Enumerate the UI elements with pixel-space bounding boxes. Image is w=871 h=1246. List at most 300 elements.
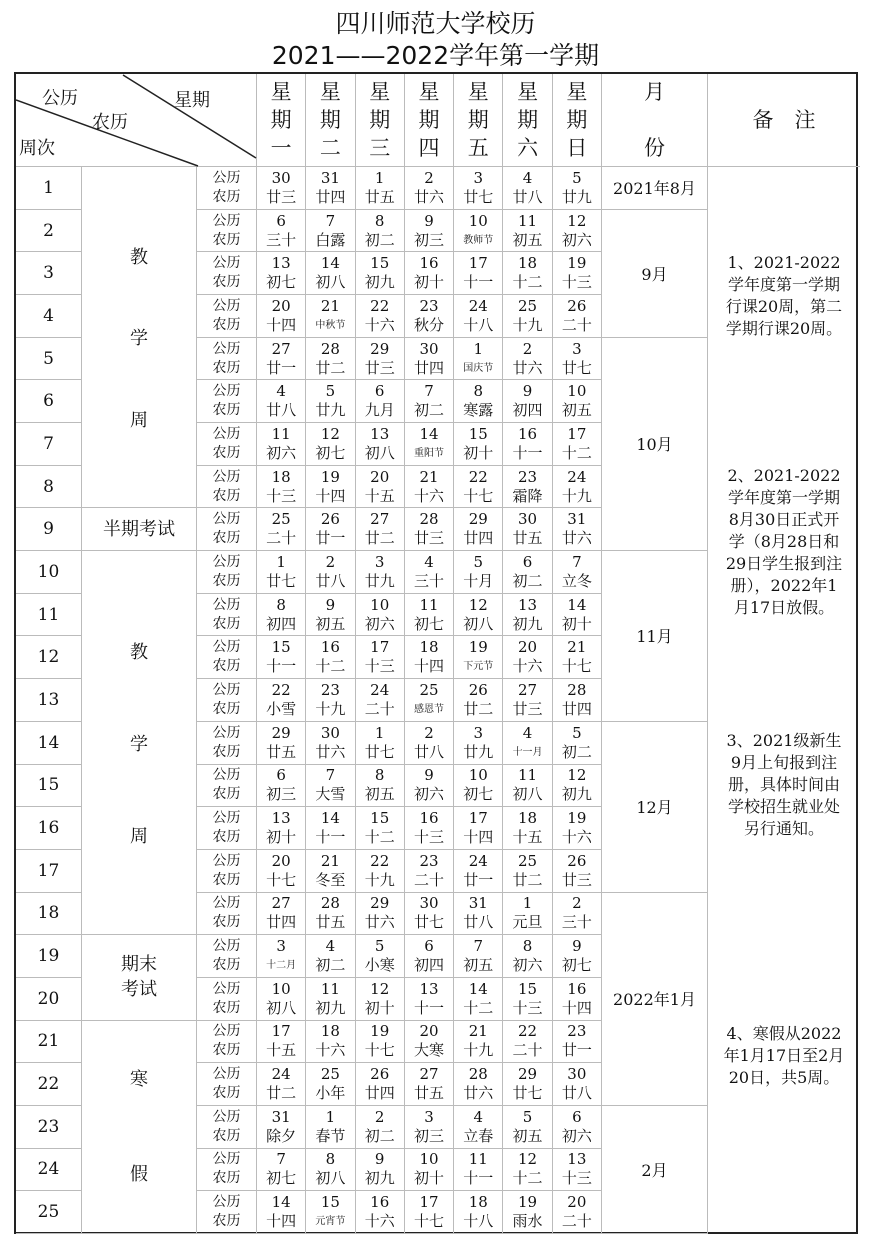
solar-date: 21: [567, 638, 587, 657]
solar-date: 14: [419, 424, 439, 443]
lunar-date: 大寒: [413, 1041, 444, 1060]
solar-date: 2: [522, 339, 533, 358]
solar-date: 19: [567, 254, 587, 273]
gongli-label: 公历: [212, 255, 241, 272]
solar-date: 17: [468, 809, 488, 828]
solar-date: 13: [518, 595, 538, 614]
lunar-date: 小寒: [364, 956, 395, 975]
solar-date: 24: [271, 1065, 291, 1084]
day-cell: [454, 807, 503, 850]
lunar-date: 十二: [512, 273, 543, 292]
solar-date: 7: [424, 382, 434, 401]
day-cell: [503, 167, 552, 210]
day-cell: [306, 508, 355, 551]
day-cell: [454, 679, 503, 722]
period-label-text: 学: [130, 328, 148, 350]
day-cell: [405, 1063, 454, 1106]
nongli-label: 农历: [212, 1127, 241, 1144]
note-line: 册），2022年1: [730, 576, 838, 595]
period-label: [82, 1021, 197, 1234]
day-cell: [503, 551, 552, 594]
lunar-date: 廿六: [364, 913, 395, 932]
note-line: 册，具体时间由: [727, 775, 840, 794]
day-cell: [503, 210, 552, 253]
day-cell: [356, 594, 405, 637]
week-number: [16, 594, 82, 637]
month-cell: [602, 338, 708, 551]
day-cell: [356, 893, 405, 936]
lunar-date: 初二: [364, 1126, 395, 1145]
weekday-header: [454, 74, 503, 167]
lunar-date: 十四: [315, 486, 346, 505]
lunar-date: 十六: [364, 1212, 395, 1231]
weekday-char: 星: [517, 80, 539, 104]
solar-date: 29: [370, 894, 390, 913]
solar-date: 17: [567, 424, 587, 443]
week-number: [16, 935, 82, 978]
page-subtitle: 2021——2022学年第一学期: [271, 41, 600, 70]
lunar-date: 十三: [512, 998, 543, 1017]
day-cell: [257, 850, 306, 893]
nongli-label: 农历: [212, 658, 241, 675]
day-cell: [503, 636, 552, 679]
week-number: [16, 295, 82, 338]
solar-date: 17: [419, 1193, 439, 1212]
day-cell: [503, 850, 552, 893]
row-type-labels: [197, 1021, 257, 1064]
gongli-label: 公历: [212, 810, 241, 827]
day-cell: [454, 850, 503, 893]
solar-date: 2: [424, 168, 434, 187]
solar-date: 3: [572, 339, 582, 358]
period-label-text: 考试: [121, 979, 157, 1001]
note-line: 月17日放假。: [733, 598, 835, 617]
day-cell: [553, 508, 602, 551]
lunar-date: 初二: [561, 742, 592, 761]
day-cell: [553, 1063, 602, 1106]
lunar-date: 廿七: [561, 358, 592, 377]
solar-date: 31: [271, 1107, 291, 1126]
lunar-date: 寒露: [463, 401, 494, 420]
solar-date: 5: [522, 1107, 533, 1126]
solar-date: 12: [468, 595, 488, 614]
period-label: [82, 935, 197, 1020]
solar-date: 7: [276, 1150, 286, 1169]
solar-date: 8: [473, 382, 484, 401]
lunar-date: 初四: [413, 956, 444, 975]
lunar-date: 十九: [561, 486, 592, 505]
lunar-date: 下元节: [463, 661, 494, 673]
day-cell: [306, 978, 355, 1021]
month-header: [602, 74, 708, 167]
solar-date: 9: [424, 766, 434, 785]
note: [708, 730, 860, 840]
lunar-date: 廿四: [315, 187, 346, 206]
day-cell: [503, 466, 552, 509]
day-cell: [553, 423, 602, 466]
solar-date: 19: [518, 1193, 538, 1212]
solar-date: 28: [419, 510, 439, 529]
day-cell: [553, 210, 602, 253]
day-cell: [257, 807, 306, 850]
lunar-date: 廿三: [512, 699, 543, 718]
gongli-label: 公历: [212, 297, 241, 314]
day-cell: [306, 722, 355, 765]
day-cell: [454, 551, 503, 594]
lunar-date: 廿二: [266, 1084, 297, 1103]
solar-date: 27: [271, 339, 291, 358]
solar-date: 4: [325, 937, 336, 956]
day-cell: [306, 679, 355, 722]
day-cell: [405, 295, 454, 338]
day-cell: [553, 594, 602, 637]
page-title: 四川师范大学校历: [335, 9, 536, 38]
lunar-date: 廿九: [315, 401, 346, 420]
day-cell: [405, 850, 454, 893]
gongli-label: 公历: [212, 1108, 241, 1125]
lunar-date: 十七: [561, 657, 592, 676]
solar-date: 1: [522, 894, 533, 913]
solar-date: 8: [325, 1150, 336, 1169]
day-cell: [405, 210, 454, 253]
day-cell: [356, 295, 405, 338]
solar-date: 28: [567, 680, 587, 699]
day-cell: [306, 210, 355, 253]
lunar-date: 廿五: [315, 913, 346, 932]
lunar-date: 初六: [364, 614, 395, 633]
day-cell: [257, 380, 306, 423]
calendar-table: [14, 72, 858, 1234]
note-line: 20日，共5周。: [728, 1068, 840, 1087]
day-cell: [454, 380, 503, 423]
day-cell: [257, 636, 306, 679]
week-number: [16, 380, 82, 423]
week-number: [16, 210, 82, 253]
lunar-date: 廿八: [463, 913, 494, 932]
nongli-label: 农历: [212, 231, 241, 248]
lunar-date: 廿八: [315, 571, 346, 590]
day-cell: [356, 210, 405, 253]
weekday-char: 二: [319, 136, 341, 160]
lunar-date: 初八: [463, 614, 494, 633]
lunar-date: 初二: [315, 956, 346, 975]
day-cell: [553, 679, 602, 722]
lunar-date: 十一月: [512, 746, 543, 758]
solar-date: 20: [518, 638, 538, 657]
solar-date: 19: [370, 1022, 390, 1041]
solar-date: 31: [320, 168, 340, 187]
solar-date: 24: [468, 296, 488, 315]
solar-date: 2: [572, 894, 582, 913]
weekday-char: 星: [418, 80, 440, 104]
lunar-date: 十七: [413, 1212, 444, 1231]
weekday-header: [503, 74, 552, 167]
day-cell: [454, 935, 503, 978]
solar-date: 14: [320, 809, 340, 828]
solar-date: 1: [374, 723, 385, 742]
solar-date: 23: [567, 1022, 587, 1041]
month-cell: [602, 551, 708, 722]
day-cell: [257, 1149, 306, 1192]
solar-date: 3: [473, 723, 484, 742]
solar-date: 22: [518, 1022, 538, 1041]
gongli-label: 公历: [212, 724, 241, 741]
week-number-text: 24: [37, 1159, 60, 1180]
day-cell: [356, 722, 405, 765]
row-type-labels: [197, 1106, 257, 1149]
day-cell: [553, 466, 602, 509]
lunar-date: 廿六: [561, 529, 592, 548]
solar-date: 5: [374, 937, 385, 956]
day-cell: [503, 1021, 552, 1064]
week-number-text: 1: [43, 177, 54, 198]
note: [708, 1023, 860, 1089]
lunar-date: 初十: [413, 273, 444, 292]
day-cell: [306, 338, 355, 381]
nongli-label: 农历: [212, 274, 241, 291]
lunar-date: 初七: [413, 614, 444, 633]
week-number-text: 23: [37, 1116, 60, 1137]
week-number: [16, 850, 82, 893]
day-cell: [257, 765, 306, 808]
solar-date: 22: [370, 296, 390, 315]
solar-date: 18: [271, 467, 291, 486]
gongli-label: 公历: [212, 895, 241, 912]
day-cell: [454, 765, 503, 808]
solar-date: 18: [518, 254, 538, 273]
day-cell: [405, 551, 454, 594]
period-label-text: 期末: [121, 954, 157, 976]
solar-date: 24: [468, 851, 488, 870]
solar-date: 22: [468, 467, 488, 486]
nongli-label: 农历: [212, 871, 241, 888]
solar-date: 26: [468, 680, 488, 699]
day-cell: [306, 1191, 355, 1234]
day-cell: [503, 252, 552, 295]
solar-date: 9: [522, 382, 533, 401]
nongli-label: 农历: [212, 999, 241, 1016]
day-cell: [553, 551, 602, 594]
solar-date: 4: [473, 1107, 484, 1126]
lunar-date: 廿六: [413, 187, 444, 206]
day-cell: [405, 508, 454, 551]
day-cell: [356, 1063, 405, 1106]
day-cell: [306, 765, 355, 808]
solar-date: 15: [271, 638, 291, 657]
weekday-char: 一: [270, 136, 292, 160]
lunar-date: 廿九: [364, 571, 395, 590]
lunar-date: 教师节: [463, 234, 494, 246]
lunar-date: 初七: [266, 1169, 297, 1188]
lunar-date: 初五: [463, 956, 494, 975]
row-type-labels: [197, 636, 257, 679]
notes-header: [708, 74, 860, 167]
solar-date: 6: [522, 552, 533, 571]
period-label-text: 假: [130, 1164, 148, 1186]
day-cell: [553, 636, 602, 679]
solar-date: 6: [276, 766, 286, 785]
day-cell: [454, 1191, 503, 1234]
day-cell: [257, 1021, 306, 1064]
solar-date: 1: [325, 1107, 336, 1126]
day-cell: [454, 978, 503, 1021]
lunar-date: 十一: [315, 828, 346, 847]
solar-date: 1: [374, 168, 385, 187]
lunar-date: 初六: [266, 443, 297, 462]
note-line: 年1月17日至2月: [723, 1046, 845, 1065]
week-number-text: 16: [37, 818, 60, 839]
lunar-date: 十七: [266, 870, 297, 889]
lunar-date: 初九: [561, 785, 592, 804]
week-number: [16, 466, 82, 509]
weekday-char: 期: [566, 108, 588, 132]
lunar-date: 十二: [364, 828, 395, 847]
period-label-text: 半期考试: [103, 518, 175, 540]
day-cell: [257, 1063, 306, 1106]
nongli-label: 农历: [212, 444, 241, 461]
solar-date: 27: [419, 1065, 439, 1084]
day-cell: [306, 893, 355, 936]
row-type-labels: [197, 765, 257, 808]
lunar-date: 十一: [463, 1169, 494, 1188]
day-cell: [454, 338, 503, 381]
solar-date: 14: [567, 595, 587, 614]
lunar-date: 廿一: [315, 529, 346, 548]
nongli-label: 农历: [212, 359, 241, 376]
day-cell: [553, 893, 602, 936]
solar-date: 11: [320, 979, 340, 998]
lunar-date: 廿二: [364, 529, 395, 548]
note-line: 8月30日正式开: [728, 510, 840, 529]
day-cell: [553, 722, 602, 765]
day-cell: [257, 1106, 306, 1149]
day-cell: [405, 380, 454, 423]
lunar-date: 十三: [266, 486, 297, 505]
solar-date: 13: [271, 809, 291, 828]
lunar-date: 初十: [463, 443, 494, 462]
lunar-date: 十一: [266, 657, 297, 676]
lunar-date: 十三: [413, 828, 444, 847]
lunar-date: 十六: [512, 657, 543, 676]
day-cell: [503, 338, 552, 381]
solar-date: 3: [473, 168, 484, 187]
day-cell: [454, 167, 503, 210]
nongli-label: 农历: [212, 1042, 241, 1059]
lunar-date: 二十: [266, 529, 297, 548]
day-cell: [356, 679, 405, 722]
day-cell: [454, 508, 503, 551]
lunar-date: 十九: [364, 870, 395, 889]
solar-date: 13: [567, 1150, 587, 1169]
day-cell: [405, 1106, 454, 1149]
week-number: [16, 551, 82, 594]
gongli-label: 公历: [212, 425, 241, 442]
period-label-text: 寒: [130, 1068, 148, 1090]
note-line: 学（8月28日和: [728, 532, 840, 551]
lunar-date: 廿四: [413, 358, 444, 377]
weekday-header: [553, 74, 602, 167]
day-cell: [503, 935, 552, 978]
lunar-date: 廿六: [463, 1084, 494, 1103]
weekday-char: 期: [319, 108, 341, 132]
solar-date: 30: [320, 723, 340, 742]
lunar-date: 元旦: [512, 913, 543, 932]
lunar-date: 三十: [561, 913, 592, 932]
day-cell: [405, 1191, 454, 1234]
lunar-date: 十五: [266, 1041, 297, 1060]
day-cell: [503, 807, 552, 850]
day-cell: [454, 594, 503, 637]
solar-date: 6: [276, 211, 286, 230]
lunar-date: 廿七: [512, 1084, 543, 1103]
day-cell: [405, 893, 454, 936]
day-cell: [553, 167, 602, 210]
solar-date: 6: [424, 937, 434, 956]
gongli-label: 公历: [212, 212, 241, 229]
lunar-date: 十二: [463, 998, 494, 1017]
nongli-label: 农历: [212, 700, 241, 717]
row-type-labels: [197, 807, 257, 850]
solar-date: 29: [271, 723, 291, 742]
lunar-date: 廿七: [364, 742, 395, 761]
nongli-label: 农历: [212, 829, 241, 846]
lunar-date: 初八: [364, 443, 395, 462]
solar-date: 12: [320, 424, 340, 443]
day-cell: [356, 508, 405, 551]
day-cell: [553, 935, 602, 978]
lunar-date: 初二: [413, 401, 444, 420]
gongli-label: 公历: [212, 1023, 241, 1040]
solar-date: 4: [424, 552, 434, 571]
lunar-date: 初二: [512, 571, 543, 590]
week-number: [16, 508, 82, 551]
solar-date: 8: [522, 937, 533, 956]
week-number-text: 25: [37, 1202, 60, 1223]
week-number-text: 14: [37, 732, 60, 753]
day-cell: [553, 978, 602, 1021]
lunar-date: 十六: [561, 828, 592, 847]
weekday-char: 星: [270, 80, 292, 104]
day-cell: [454, 636, 503, 679]
row-type-labels: [197, 935, 257, 978]
weekday-header: [257, 74, 306, 167]
lunar-date: 廿四: [364, 1084, 395, 1103]
lunar-date: 三十: [413, 571, 444, 590]
solar-date: 28: [468, 1065, 488, 1084]
lunar-date: 初六: [561, 230, 592, 249]
lunar-date: 廿二: [463, 699, 494, 718]
lunar-date: 十六: [315, 1041, 346, 1060]
solar-date: 6: [572, 1107, 582, 1126]
lunar-date: 廿五: [413, 1084, 444, 1103]
solar-date: 8: [374, 211, 385, 230]
lunar-date: 初九: [512, 614, 543, 633]
gongli-label: 公历: [212, 938, 241, 955]
lunar-date: 二十: [512, 1041, 543, 1060]
row-type-labels: [197, 167, 257, 210]
week-number: [16, 636, 82, 679]
solar-date: 25: [518, 296, 538, 315]
week-number-text: 12: [37, 647, 60, 668]
lunar-date: 廿五: [266, 742, 297, 761]
week-number-text: 7: [43, 433, 54, 454]
lunar-date: 廿六: [315, 742, 346, 761]
lunar-date: 十一: [512, 443, 543, 462]
lunar-date: 秋分: [413, 315, 444, 334]
nongli-label: 农历: [212, 914, 241, 931]
gongli-label: 公历: [212, 1194, 241, 1211]
solar-date: 30: [518, 510, 538, 529]
